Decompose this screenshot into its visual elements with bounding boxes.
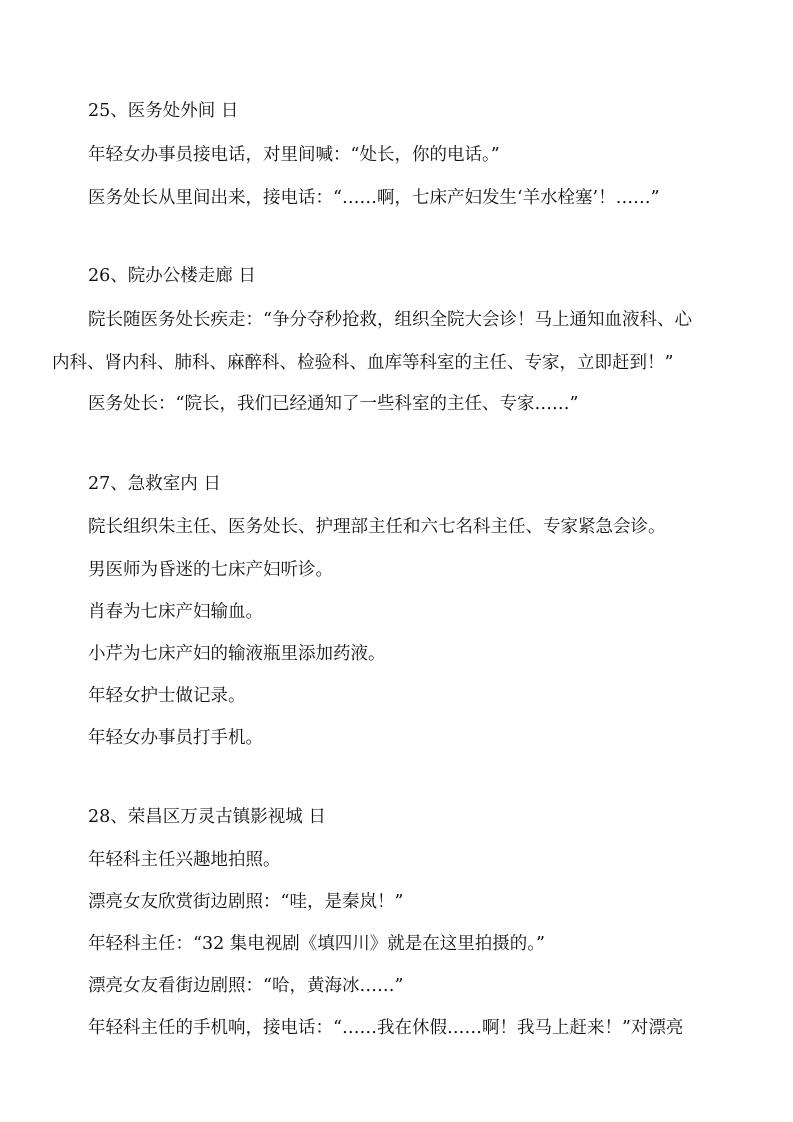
script-line: 年轻科主任的手机响，接电话：“……我在休假……啊！我马上赶来！”对漂亮 [88, 1018, 684, 1038]
script-line: 院长随医务处长疾走：“争分夺秒抢救，组织全院大会诊！马上通知血液科、心 [88, 310, 692, 330]
scene-heading-27: 27、急救室内 日 [88, 474, 221, 494]
script-line: 肖春为七床产妇输血。 [88, 602, 263, 622]
script-line: 年轻女办事员打手机。 [88, 728, 263, 748]
script-line: 年轻科主任兴趣地拍照。 [88, 850, 281, 870]
script-line: 年轻女办事员接电话，对里间喊：“处长，你的电话。” [88, 145, 500, 165]
script-line: 院长组织朱主任、医务处长、护理部主任和六七名科主任、专家紧急会诊。 [88, 517, 666, 537]
script-line: 漂亮女友欣赏街边剧照：“哇，是秦岚！” [88, 892, 404, 912]
scene-heading-28: 28、荣昌区万灵古镇影视城 日 [88, 807, 326, 827]
script-line: 小芹为七床产妇的输液瓶里添加药液。 [88, 644, 386, 664]
script-line: 医务处长：“院长，我们已经通知了一些科室的主任、专家……” [88, 394, 579, 414]
scene-heading-25: 25、医务处外间 日 [88, 101, 239, 121]
script-line-continuation: 内科、肾内科、肺科、麻醉科、检验科、血库等科室的主任、专家，立即赶到！” [52, 353, 674, 373]
script-line: 男医师为昏迷的七床产妇听诊。 [88, 560, 333, 580]
script-line: 医务处长从里间出来，接电话：“……啊，七床产妇发生‘羊水栓塞’！……” [88, 188, 660, 208]
scene-heading-26: 26、院办公楼走廊 日 [88, 266, 256, 286]
script-line: 年轻科主任：“32 集电视剧《填四川》就是在这里拍摄的。” [88, 934, 545, 954]
script-line: 漂亮女友看街边剧照：“哈，黄海冰……” [88, 976, 404, 996]
script-line: 年轻女护士做记录。 [88, 686, 246, 706]
